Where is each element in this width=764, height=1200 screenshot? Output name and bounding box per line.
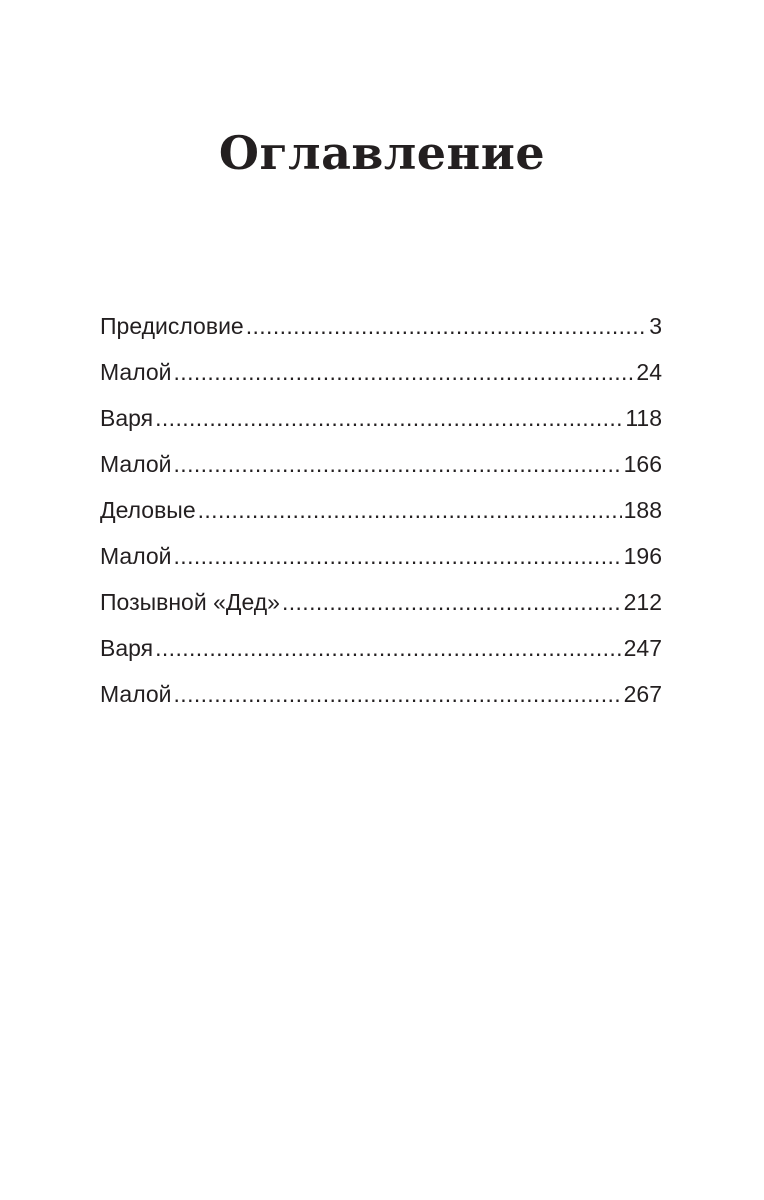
toc-entry	[100, 582, 662, 628]
toc-dot-leader	[174, 352, 635, 392]
toc-entry-page: 188	[623, 497, 662, 523]
toc-entry	[100, 444, 662, 490]
toc-entry-title: Малой	[100, 451, 172, 477]
toc-entry-page: 24	[636, 359, 662, 385]
toc-entry-title: Малой	[100, 359, 172, 385]
toc-entry	[100, 398, 662, 444]
toc-entry-page: 166	[623, 451, 662, 477]
toc-entry-title: Малой	[100, 543, 172, 569]
toc-entry-page: 118	[625, 405, 662, 431]
toc-entry	[100, 306, 662, 352]
page-title: Оглавление	[218, 125, 546, 180]
toc-entry-page: 196	[623, 543, 662, 569]
toc-dot-leader	[282, 582, 622, 622]
toc-dot-leader	[155, 398, 623, 438]
toc-entry	[100, 536, 662, 582]
toc-entry-page: 267	[623, 681, 662, 707]
toc-entry-title: Деловые	[100, 497, 196, 523]
toc-entry	[100, 490, 662, 536]
toc-dot-leader	[198, 490, 622, 530]
toc-dot-leader	[174, 674, 622, 714]
toc-dot-leader	[174, 536, 622, 576]
toc-entry	[100, 674, 662, 720]
toc-entry	[100, 352, 662, 398]
toc-dot-leader	[155, 628, 622, 668]
toc-entry-page: 247	[623, 635, 662, 661]
toc-entry-title: Предисловие	[100, 313, 244, 339]
toc-entry-page: 212	[623, 589, 662, 615]
toc-entry-page: 3	[649, 313, 662, 339]
toc-dot-leader	[174, 444, 622, 484]
toc-entry-title: Варя	[100, 405, 154, 431]
toc-dot-leader	[246, 306, 647, 346]
toc-entry-title: Позывной «Дед»	[100, 589, 280, 615]
toc-entry-title: Малой	[100, 681, 172, 707]
toc-entry-title: Варя	[100, 635, 154, 661]
table-of-contents	[100, 306, 662, 720]
toc-entry	[100, 628, 662, 674]
